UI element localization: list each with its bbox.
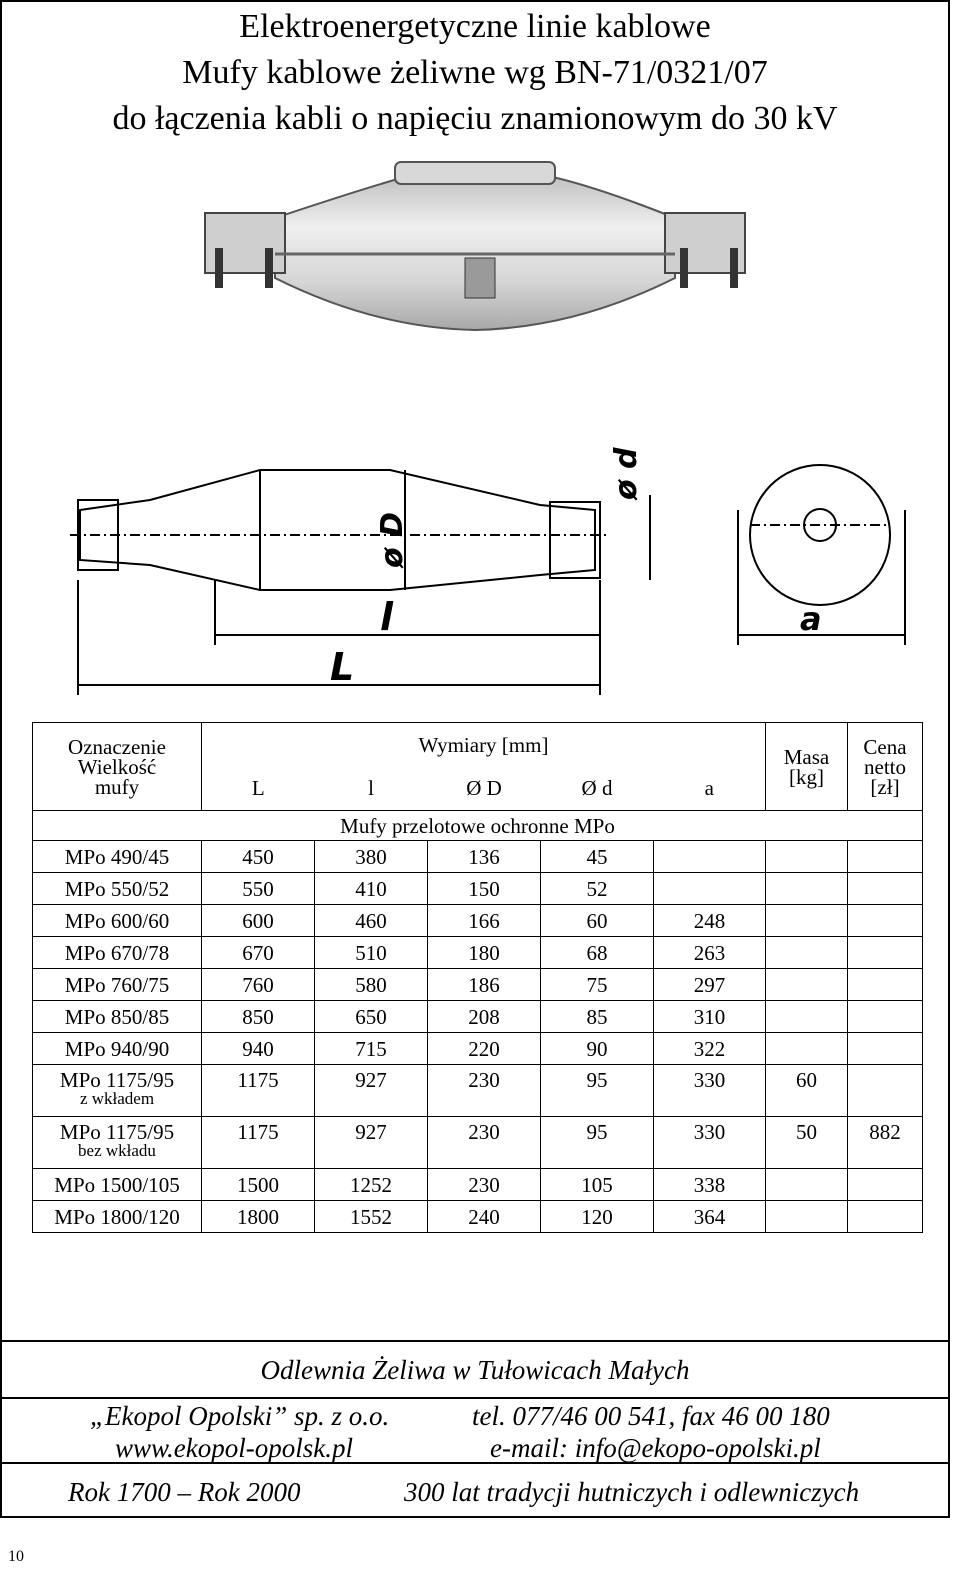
cell-a: 297 [654,969,766,1001]
technical-drawing [60,440,930,700]
table-row [33,969,923,1001]
cell-d: 68 [541,937,654,969]
header-dimensions: Wymiary [mm] [202,723,766,767]
table-row [33,905,923,937]
cell-l: 1552 [315,1201,428,1233]
cell-name: MPo 1175/95 bez wkładu [33,1117,202,1169]
cell-l: 1252 [315,1169,428,1201]
cell-l: 380 [315,841,428,873]
cell-price [848,969,923,1001]
cell-name: MPo 550/52 [33,873,202,905]
header-l: l [368,776,374,801]
cell-D: 230 [428,1065,541,1117]
cell-a: 338 [654,1169,766,1201]
cell-name: MPo 1800/120 [33,1201,202,1233]
cell-l: 927 [315,1065,428,1117]
cell-L: 670 [202,937,315,969]
cell-price [848,905,923,937]
cell-l: 580 [315,969,428,1001]
label-L: L [330,645,355,689]
cell-name: MPo 600/60 [33,905,202,937]
cell-a: 263 [654,937,766,969]
cell-price [848,1033,923,1065]
cell-price [848,1001,923,1033]
cell-d: 95 [541,1117,654,1169]
title-line-3: do łączenia kabli o napięciu znamionowym do 30 kV [112,100,838,137]
cell-D: 136 [428,841,541,873]
footer-divider-3 [0,1462,950,1464]
cell-name: MPo 1500/105 [33,1169,202,1201]
cell-L: 600 [202,905,315,937]
cell-mass [766,905,848,937]
label-D: ø D [375,512,410,568]
cell-l: 460 [315,905,428,937]
table-row [33,873,923,905]
cell-D: 166 [428,905,541,937]
tradition: 300 lat tradycji hutniczych i odlewniczych [404,1477,860,1507]
cell-l: 650 [315,1001,428,1033]
cell-L: 1800 [202,1201,315,1233]
table-row [33,1169,923,1201]
cell-l: 715 [315,1033,428,1065]
cell-mass [766,841,848,873]
header-L: L [202,767,315,811]
header-price: Cena netto [zł] [848,723,923,811]
cable-joint-photo [195,158,760,338]
cell-L: 850 [202,1001,315,1033]
cell-d: 85 [541,1001,654,1033]
cell-a: 330 [654,1117,766,1169]
cell-D: 150 [428,873,541,905]
cell-D: 180 [428,937,541,969]
foundry-name: Odlewnia Żeliwa w Tułowicach Małych [260,1355,690,1385]
cell-mass: 50 [766,1117,848,1169]
table-row [33,1117,923,1169]
header-mass: Masa [kg] [766,723,848,811]
cell-price [848,841,923,873]
cell-d: 60 [541,905,654,937]
label-d: ø d [609,447,644,500]
cell-L: 760 [202,969,315,1001]
cell-a [654,873,766,905]
cell-mass [766,969,848,1001]
header-d: Ø d [581,776,613,801]
company-email[interactable]: e-mail: info@ekopo-opolski.pl [490,1433,821,1463]
cell-D: 186 [428,969,541,1001]
cell-D: 240 [428,1201,541,1233]
title-line-1: Elektroenergetyczne linie kablowe [239,8,711,45]
cell-price [848,1065,923,1117]
table-row [33,937,923,969]
cell-price [848,873,923,905]
cell-price [848,1201,923,1233]
table-row [33,841,923,873]
cell-name: MPo 670/78 [33,937,202,969]
cell-a: 322 [654,1033,766,1065]
cell-mass [766,1169,848,1201]
cell-price [848,937,923,969]
cell-a [654,841,766,873]
page-number: 10 [8,1548,24,1565]
cell-d: 45 [541,841,654,873]
cell-L: 940 [202,1033,315,1065]
cell-name: MPo 940/90 [33,1033,202,1065]
table-row [33,1201,923,1233]
cell-a: 248 [654,905,766,937]
cell-mass [766,873,848,905]
cell-price [848,1169,923,1201]
cell-name: MPo 1175/95 z wkładem [33,1065,202,1117]
section-title: Mufy przelotowe ochronne MPo [33,811,923,841]
cell-a: 364 [654,1201,766,1233]
header-D: Ø D [466,776,502,801]
cell-d: 120 [541,1201,654,1233]
header-designation: Oznaczenie Wielkość mufy [33,723,202,811]
cell-d: 52 [541,873,654,905]
title-line-2: Mufy kablowe żeliwne wg BN-71/0321/07 [182,54,768,91]
cell-mass [766,937,848,969]
label-a: a [800,600,822,638]
cell-name: MPo 760/75 [33,969,202,1001]
company-www[interactable]: www.ekopol-opolsk.pl [115,1433,353,1463]
cell-D: 230 [428,1169,541,1201]
cell-D: 220 [428,1033,541,1065]
years: Rok 1700 – Rok 2000 [68,1477,301,1507]
footer-divider-1 [0,1340,950,1342]
cell-L: 1175 [202,1117,315,1169]
cell-l: 927 [315,1117,428,1169]
spec-rows [33,841,923,1233]
table-row [33,1033,923,1065]
cell-l: 410 [315,873,428,905]
cell-d: 75 [541,969,654,1001]
cell-mass [766,1001,848,1033]
cell-D: 208 [428,1001,541,1033]
footer-divider-2 [0,1397,950,1399]
cell-mass: 60 [766,1065,848,1117]
cell-a: 330 [654,1065,766,1117]
cell-price: 882 [848,1117,923,1169]
cell-D: 230 [428,1117,541,1169]
company-phone: tel. 077/46 00 541, fax 46 00 180 [472,1401,830,1431]
cell-L: 1175 [202,1065,315,1117]
cell-d: 90 [541,1033,654,1065]
cell-mass [766,1201,848,1233]
company-name: „Ekopol Opolski” sp. z o.o. [90,1401,390,1431]
cell-L: 1500 [202,1169,315,1201]
label-l: l [380,595,394,639]
cell-name: MPo 490/45 [33,841,202,873]
spec-table [32,722,923,1233]
cell-d: 105 [541,1169,654,1201]
cell-d: 95 [541,1065,654,1117]
cell-L: 550 [202,873,315,905]
table-row [33,1001,923,1033]
cell-a: 310 [654,1001,766,1033]
table-row [33,1065,923,1117]
cell-l: 510 [315,937,428,969]
cell-mass [766,1033,848,1065]
cell-name: MPo 850/85 [33,1001,202,1033]
header-a: a [654,767,766,811]
cell-L: 450 [202,841,315,873]
